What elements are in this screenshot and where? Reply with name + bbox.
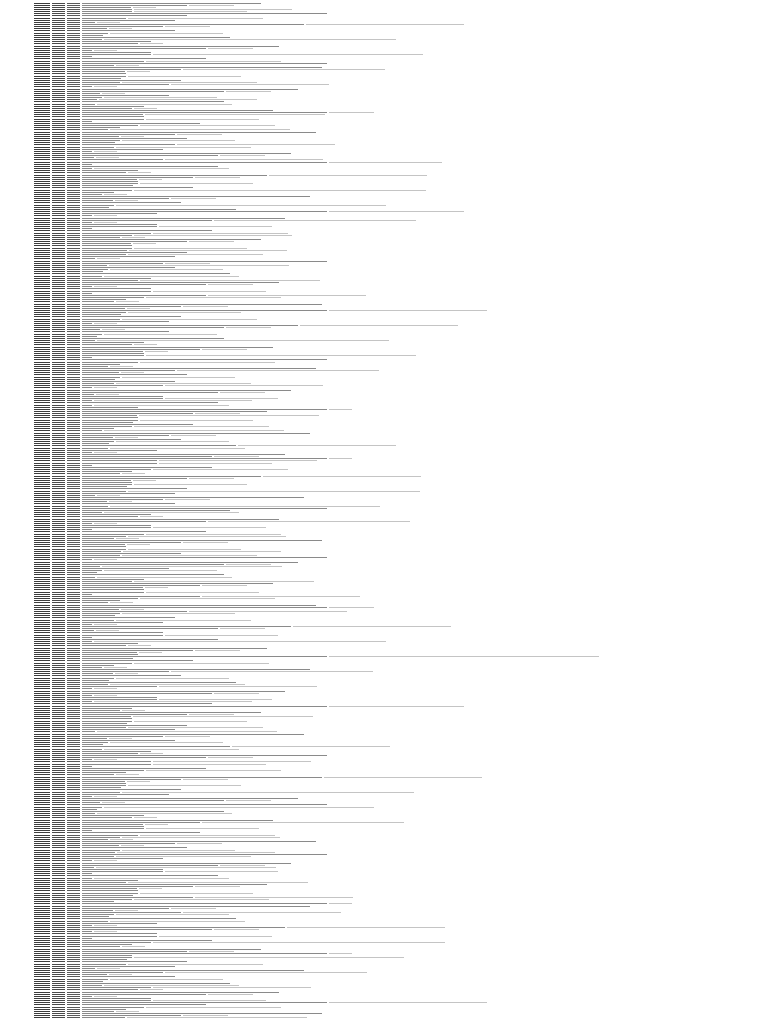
log-line-tail xyxy=(269,175,427,176)
log-line-tail xyxy=(165,635,278,636)
log-line-tail xyxy=(140,893,253,894)
log-line-tail xyxy=(127,781,150,782)
log-line-tail xyxy=(116,205,386,206)
log-line-tail xyxy=(134,663,269,664)
log-line-tail xyxy=(145,587,168,588)
log-line-tail xyxy=(133,716,313,717)
log-line-tail xyxy=(116,914,229,915)
log-line-tail xyxy=(208,994,253,995)
log-line-tail xyxy=(165,871,278,872)
log-line-tail xyxy=(165,385,323,386)
log-line-tail xyxy=(134,235,292,236)
log-line-tail xyxy=(140,420,253,421)
log-line-tail xyxy=(329,953,352,954)
log-line-tail xyxy=(153,469,288,470)
log-line-tail xyxy=(171,198,216,199)
log-line-tail xyxy=(329,458,352,459)
log-line-tail xyxy=(134,721,247,722)
log-line-tail xyxy=(104,334,217,335)
log-line-tail xyxy=(189,241,234,242)
log-line-tail xyxy=(110,742,223,743)
log-line-tail xyxy=(146,297,281,298)
log-line-tail xyxy=(104,807,374,808)
log-line-tail xyxy=(122,613,235,614)
log-line-tail xyxy=(122,140,235,141)
log-line-tail xyxy=(329,607,374,608)
log-line-tail xyxy=(128,785,241,786)
log-line-tail xyxy=(139,888,162,889)
log-line-tail xyxy=(145,351,168,352)
log-line-tail xyxy=(195,177,240,178)
log-line-tail xyxy=(127,1017,307,1018)
log-line-tail xyxy=(171,908,216,909)
log-line-tail xyxy=(133,480,156,481)
log-line-tail xyxy=(146,1007,281,1008)
log-line-tail xyxy=(134,190,426,191)
log-line-source xyxy=(67,1017,80,1018)
log-line-tail xyxy=(293,626,451,627)
log-line-tail xyxy=(202,585,247,586)
log-line-tail xyxy=(140,125,275,126)
log-line-tail xyxy=(116,441,229,442)
log-line-tail xyxy=(128,312,241,313)
log-line-message xyxy=(82,1017,125,1018)
log-line-tail xyxy=(122,837,280,838)
log-line-tail xyxy=(202,349,247,350)
log-line-level xyxy=(52,1017,65,1018)
log-line-tail xyxy=(195,886,240,887)
log-line-tail xyxy=(165,736,210,737)
log-line-tail xyxy=(140,598,275,599)
log-line-tail xyxy=(159,463,272,464)
log-line-tail xyxy=(116,678,229,679)
log-line-tail xyxy=(329,903,352,904)
log-line-tail xyxy=(153,54,423,55)
log-line-tail xyxy=(183,306,228,307)
log-line xyxy=(0,1017,309,1019)
log-line-tail xyxy=(159,686,317,687)
log-line-timestamp xyxy=(34,1017,50,1018)
log-line-message xyxy=(82,162,327,163)
log-line-tail xyxy=(128,536,286,537)
log-line-tail xyxy=(165,499,210,500)
log-line-tail xyxy=(145,114,325,115)
log-line-tail xyxy=(110,269,223,270)
log-line-tail xyxy=(177,843,222,844)
log-line-tail xyxy=(146,592,259,593)
log-line-tail xyxy=(153,942,445,943)
log-line-tail xyxy=(226,800,271,801)
log-line-tail xyxy=(146,119,259,120)
log-line-tail xyxy=(329,112,374,113)
log-line-tail xyxy=(139,179,162,180)
log-line-tail xyxy=(153,764,266,765)
log-line-tail xyxy=(183,779,228,780)
log-line-tail xyxy=(214,220,416,221)
log-line-tail xyxy=(134,484,247,485)
log-line-tail xyxy=(177,134,222,135)
log-line-tail xyxy=(171,84,329,85)
log-line-tail xyxy=(329,1002,487,1003)
log-line-tail xyxy=(153,527,266,528)
log-line-tail xyxy=(146,355,416,356)
log-line-tail xyxy=(139,652,162,653)
log-line-tail xyxy=(110,979,223,980)
log-line-tail xyxy=(133,243,156,244)
log-line-tail xyxy=(189,478,234,479)
log-line-tail xyxy=(127,71,150,72)
log-line-tail xyxy=(134,957,404,958)
log-line-tail xyxy=(306,24,464,25)
log-line-message xyxy=(82,635,163,636)
log-line-tail xyxy=(195,650,240,651)
log-line-tail xyxy=(329,162,442,163)
log-line-tail xyxy=(329,409,352,410)
log-line-tail xyxy=(329,211,464,212)
log-line-tail xyxy=(122,377,235,378)
log-line-tail xyxy=(208,284,253,285)
log-line-message xyxy=(82,871,163,872)
log-line-tail xyxy=(128,76,241,77)
log-line-tail xyxy=(214,693,259,694)
log-line-tail xyxy=(300,325,458,326)
log-line-tail xyxy=(153,987,311,988)
log-line-tail xyxy=(208,757,253,758)
log-line-tail xyxy=(139,415,319,416)
log-line-tail xyxy=(208,48,253,49)
log-line-tail xyxy=(329,310,487,311)
log-line-tail xyxy=(226,91,271,92)
log-line-tail xyxy=(202,822,404,823)
log-line-tail xyxy=(140,362,275,363)
log-line-tail xyxy=(110,33,223,34)
log-line-tail xyxy=(226,327,271,328)
log-line-tail xyxy=(177,370,379,371)
log-line-tail xyxy=(324,777,482,778)
log-line-tail xyxy=(134,899,269,900)
log-line-tail xyxy=(165,26,210,27)
log-line-tail xyxy=(220,628,265,629)
log-line-tail xyxy=(140,183,253,184)
log-line-tail xyxy=(159,936,272,937)
log-line-tail xyxy=(208,521,410,522)
log-line-tail xyxy=(146,828,259,829)
log-line-tail xyxy=(171,435,216,436)
log-line-tail xyxy=(146,770,281,771)
log-line-tail xyxy=(238,445,396,446)
log-line-tail xyxy=(287,927,445,928)
log-line-tail xyxy=(153,291,266,292)
log-line-tail xyxy=(183,69,385,70)
log-line-tail xyxy=(329,656,599,657)
log-line-tail xyxy=(263,476,421,477)
log-line-tail xyxy=(183,542,228,543)
log-line-tail xyxy=(329,706,464,707)
log-line-tail xyxy=(171,671,373,672)
log-line-tail xyxy=(145,824,168,825)
log-line-tail xyxy=(214,929,259,930)
log-line-tail xyxy=(220,155,265,156)
log-line-tail xyxy=(127,544,150,545)
log-line-tail xyxy=(189,5,234,6)
log-line-tail xyxy=(232,746,390,747)
log-line-tail xyxy=(134,426,269,427)
log-line-tail xyxy=(220,392,265,393)
log-line-tail xyxy=(104,570,217,571)
log-line-tail xyxy=(165,972,367,973)
log-line-tail xyxy=(159,226,272,227)
